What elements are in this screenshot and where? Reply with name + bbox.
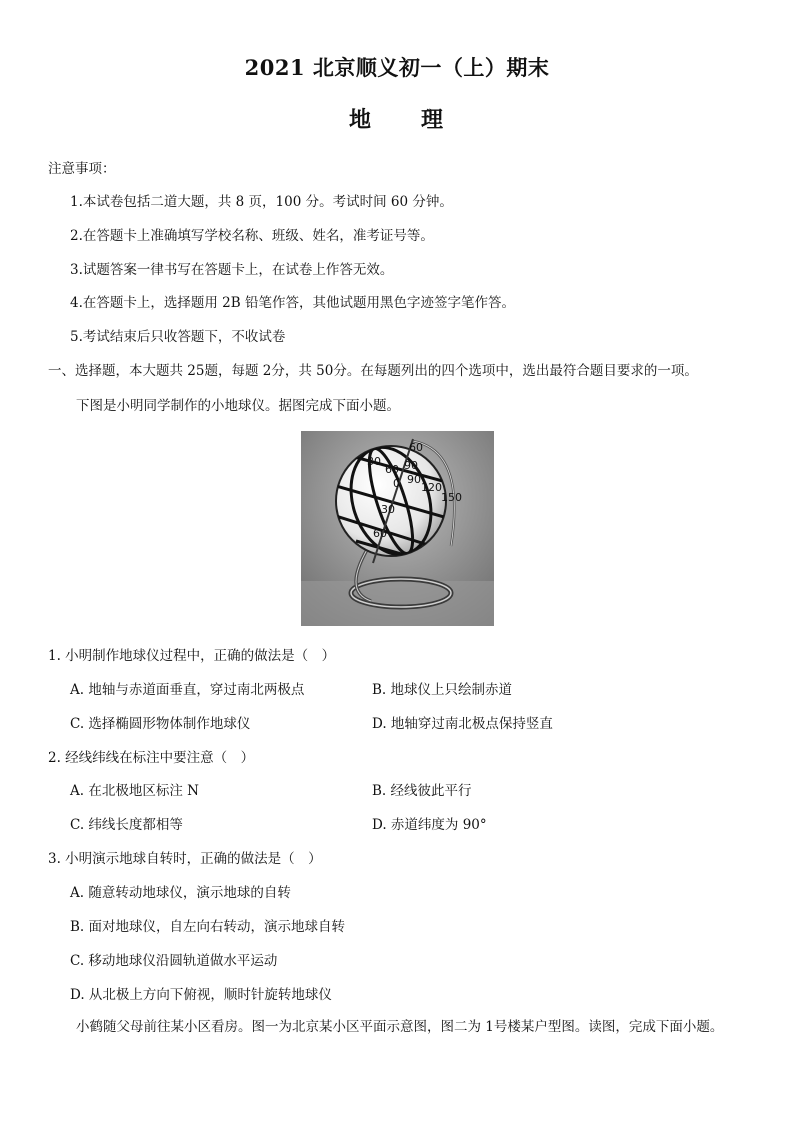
globe-label: 60 (409, 441, 423, 454)
question-option: B. 经线彼此平行 (372, 783, 472, 799)
note-item: 2.在答题卡上准确填写学校名称、班级、姓名，准考证号等。 (70, 228, 434, 244)
globe-label: 90 (407, 473, 421, 486)
section-heading: 一、选择题，本大题共 25题，每题 2分，共 50分。在每题列出的四个选项中，选出最符合题目要求的一项。 (48, 363, 698, 379)
question-option: A. 地轴与赤道面垂直，穿过南北两极点 (70, 682, 305, 698)
question-option: B. 地球仪上只绘制赤道 (372, 682, 513, 698)
globe-label: 0 (393, 477, 400, 490)
question-intro: 下图是小明同学制作的小地球仪。据图完成下面小题。 (76, 398, 400, 414)
question-option: D. 从北极上方向下俯视，顺时针旋转地球仪 (70, 987, 332, 1003)
notes-heading: 注意事项： (48, 161, 116, 177)
globe-label: 60 (373, 527, 387, 540)
question-stem: 1. 小明制作地球仪过程中，正确的做法是（ ） (48, 648, 336, 664)
question-option: D. 赤道纬度为 90° (372, 817, 487, 833)
question-option: A. 随意转动地球仪，演示地球的自转 (70, 885, 291, 901)
question-option: D. 地轴穿过南北极点保持竖直 (372, 716, 553, 732)
question-option: C. 选择椭圆形物体制作地球仪 (70, 716, 251, 732)
question-option: A. 在北极地区标注 N (70, 783, 199, 799)
reading-paragraph: 小鹤随父母前往某小区看房。图一为北京某小区平面示意图，图二为 1号楼某户型图。读图，完成下面小题。 (76, 1019, 724, 1035)
globe-label: 30 (381, 503, 395, 516)
page-title: 2021 北京顺义初一（上）期末 (244, 55, 550, 80)
globe-label: 120 (421, 481, 442, 494)
globe-label: 150 (441, 491, 462, 504)
note-item: 1.本试卷包括二道大题，共 8 页，100 分。考试时间 60 分钟。 (70, 194, 453, 210)
globe-label: 30 (367, 455, 381, 468)
question-option: C. 纬线长度都相等 (70, 817, 183, 833)
question-stem: 2. 经线纬线在标注中要注意（ ） (48, 750, 255, 766)
subject-title: 地 理 (348, 107, 445, 133)
note-item: 3.试题答案一律书写在答题卡上，在试卷上作答无效。 (70, 262, 394, 278)
question-option: B. 面对地球仪，自左向右转动，演示地球自转 (70, 919, 346, 935)
globe-label: 60 (385, 463, 399, 476)
globe-photo (301, 431, 494, 626)
question-stem: 3. 小明演示地球自转时，正确的做法是（ ） (48, 851, 322, 867)
globe-label: 90 (404, 459, 418, 472)
note-item: 5.考试结束后只收答题下，不收试卷 (70, 329, 286, 345)
question-option: C. 移动地球仪沿圆轨道做水平运动 (70, 953, 278, 969)
note-item: 4.在答题卡上，选择题用 2B 铅笔作答，其他试题用黑色字迹签字笔作答。 (70, 295, 515, 311)
